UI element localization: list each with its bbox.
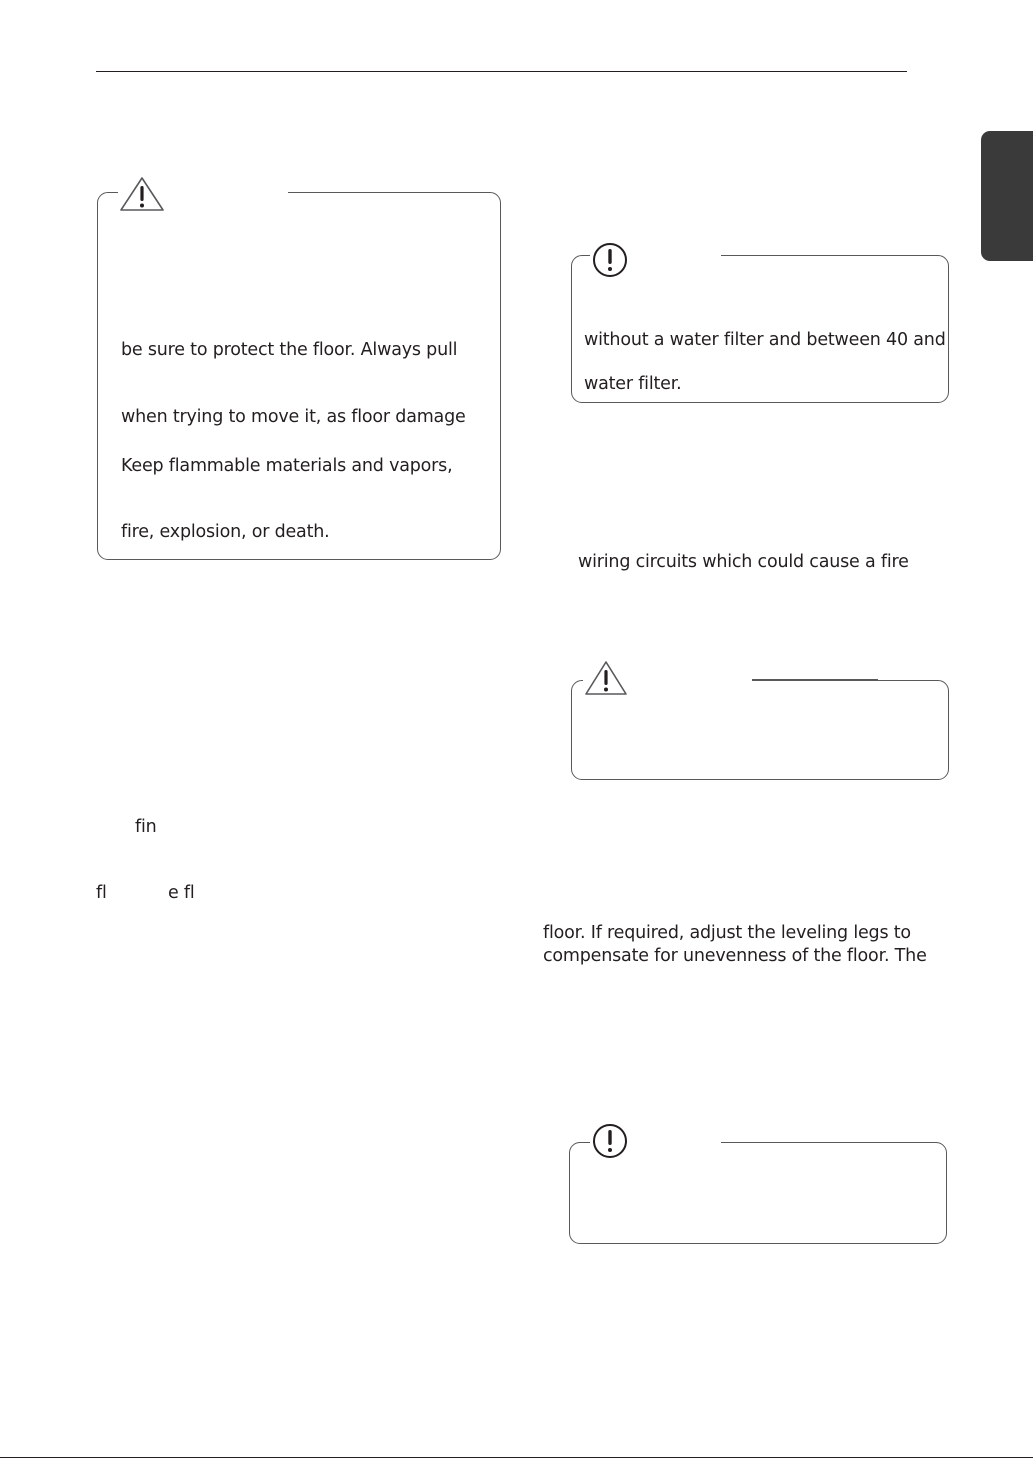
- body-text-line: compensate for unevenness of the floor. The: [543, 946, 927, 966]
- body-text-line: wiring circuits which could cause a fire: [578, 552, 909, 572]
- text-fragment: fin: [135, 817, 157, 837]
- caution-text-line: Keep flammable materials and vapors,: [121, 456, 453, 476]
- body-text-line: floor. If required, adjust the leveling legs to: [543, 923, 911, 943]
- caution-text-line: be sure to protect the floor. Always pull: [121, 340, 458, 360]
- caution-text-line: when trying to move it, as floor damage: [121, 407, 466, 427]
- text-fragment: e fl: [168, 883, 195, 903]
- header-rule: [96, 71, 907, 72]
- footer-rule: [0, 1457, 1033, 1458]
- section-tab: [981, 131, 1033, 261]
- text-fragment: fl: [96, 883, 107, 903]
- warning-triangle-icon: [583, 659, 629, 697]
- exclamation-circle-icon: [590, 240, 630, 280]
- caution-text-line: fire, explosion, or death.: [121, 522, 330, 542]
- note-text-line: water filter.: [584, 374, 682, 394]
- note-text-line: without a water filter and between 40 and: [584, 330, 946, 350]
- warning-triangle-icon: [118, 175, 166, 213]
- exclamation-circle-icon: [590, 1121, 630, 1161]
- caution-box-left: [97, 192, 501, 560]
